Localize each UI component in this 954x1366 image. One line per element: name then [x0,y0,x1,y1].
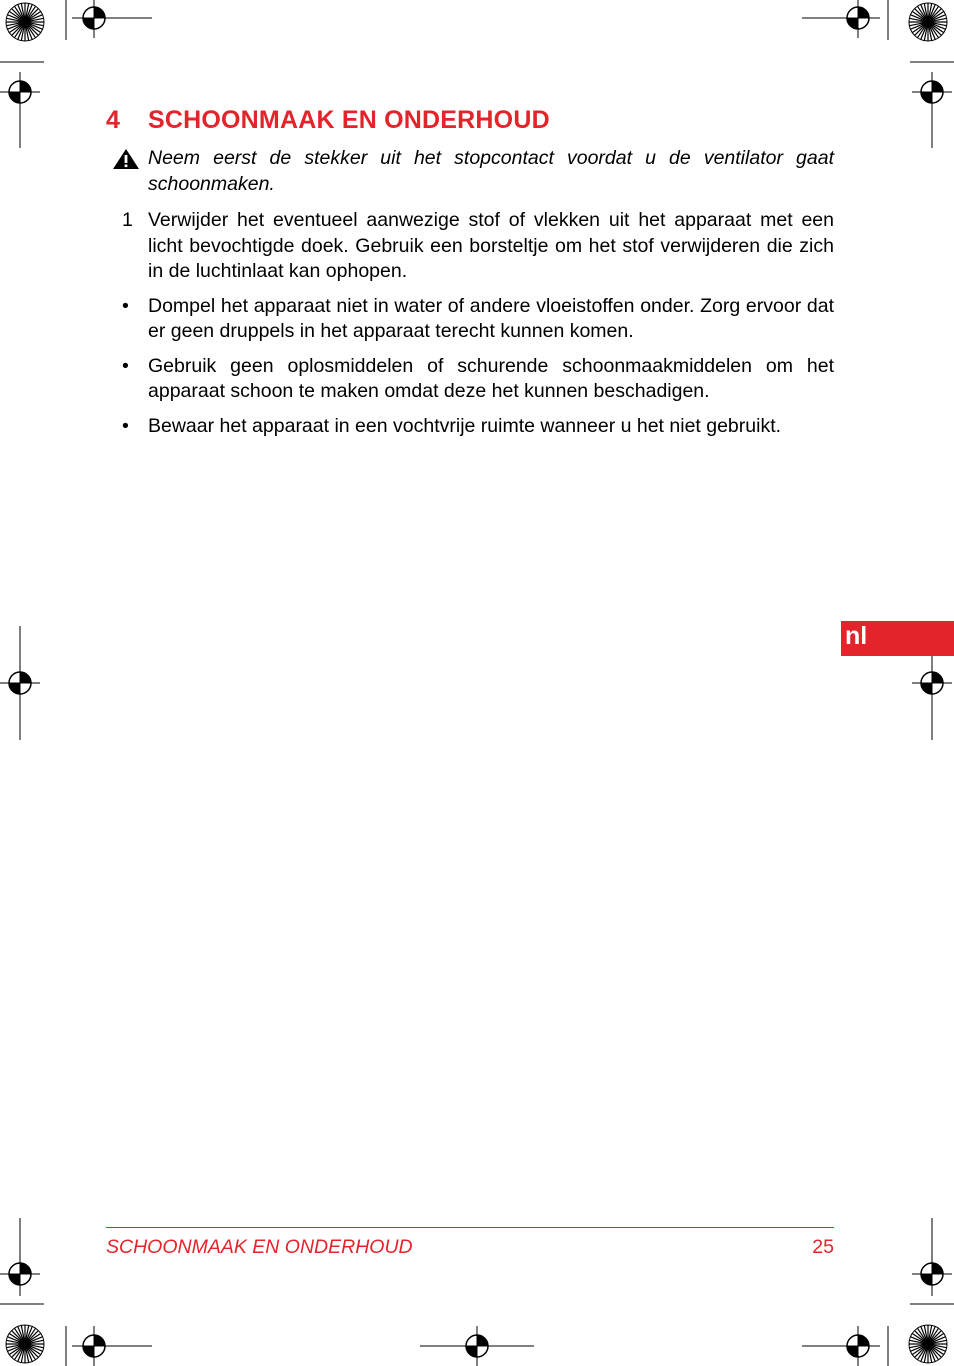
list-item [112,414,834,440]
footer-title: SCHOONMAAK EN ONDERHOUD [106,1236,413,1258]
list-item-text: Gebruik geen oplosmiddelen of schurende schoonmaakmiddelen om het apparaat schoon te maken omdat deze het kunnen beschadigen. [148,354,834,402]
warning-text: Neem eerst de stekker uit het stopcontact voordat u de ventilator gaat schoonmaken. [148,147,834,195]
bullet-marker: • [122,414,129,437]
section-title: SCHOONMAAK EN ONDERHOUD [148,106,550,134]
warning-triangle-icon [112,148,140,170]
list-item [112,208,834,285]
language-tab: nl [841,621,954,656]
instruction-list [112,208,834,448]
page-number: 25 [812,1236,834,1258]
list-item-text: Verwijder het eventueel aanwezige stof of vlekken uit het apparaat met een licht bevochtigde doek. Gebruik een borsteltje om het stof verwijderen die zich in de luchtinlaat kan ophopen. [148,209,834,282]
footer-divider [106,1227,834,1228]
list-item [112,294,834,345]
section-heading [106,106,550,135]
list-item-text: Bewaar het apparaat in een vochtvrije ruimte wanneer u het niet gebruikt. [148,414,782,437]
bullet-marker: • [122,294,129,317]
list-marker: 1 [122,209,133,231]
section-number: 4 [106,106,121,134]
list-item-text: Dompel het apparaat niet in water of andere vloeistoffen onder. Zorg ervoor dat er geen druppels in het apparaat terecht kunnen komen. [148,294,834,342]
warning-block [112,146,834,197]
list-item [112,354,834,405]
bullet-marker: • [122,354,129,377]
